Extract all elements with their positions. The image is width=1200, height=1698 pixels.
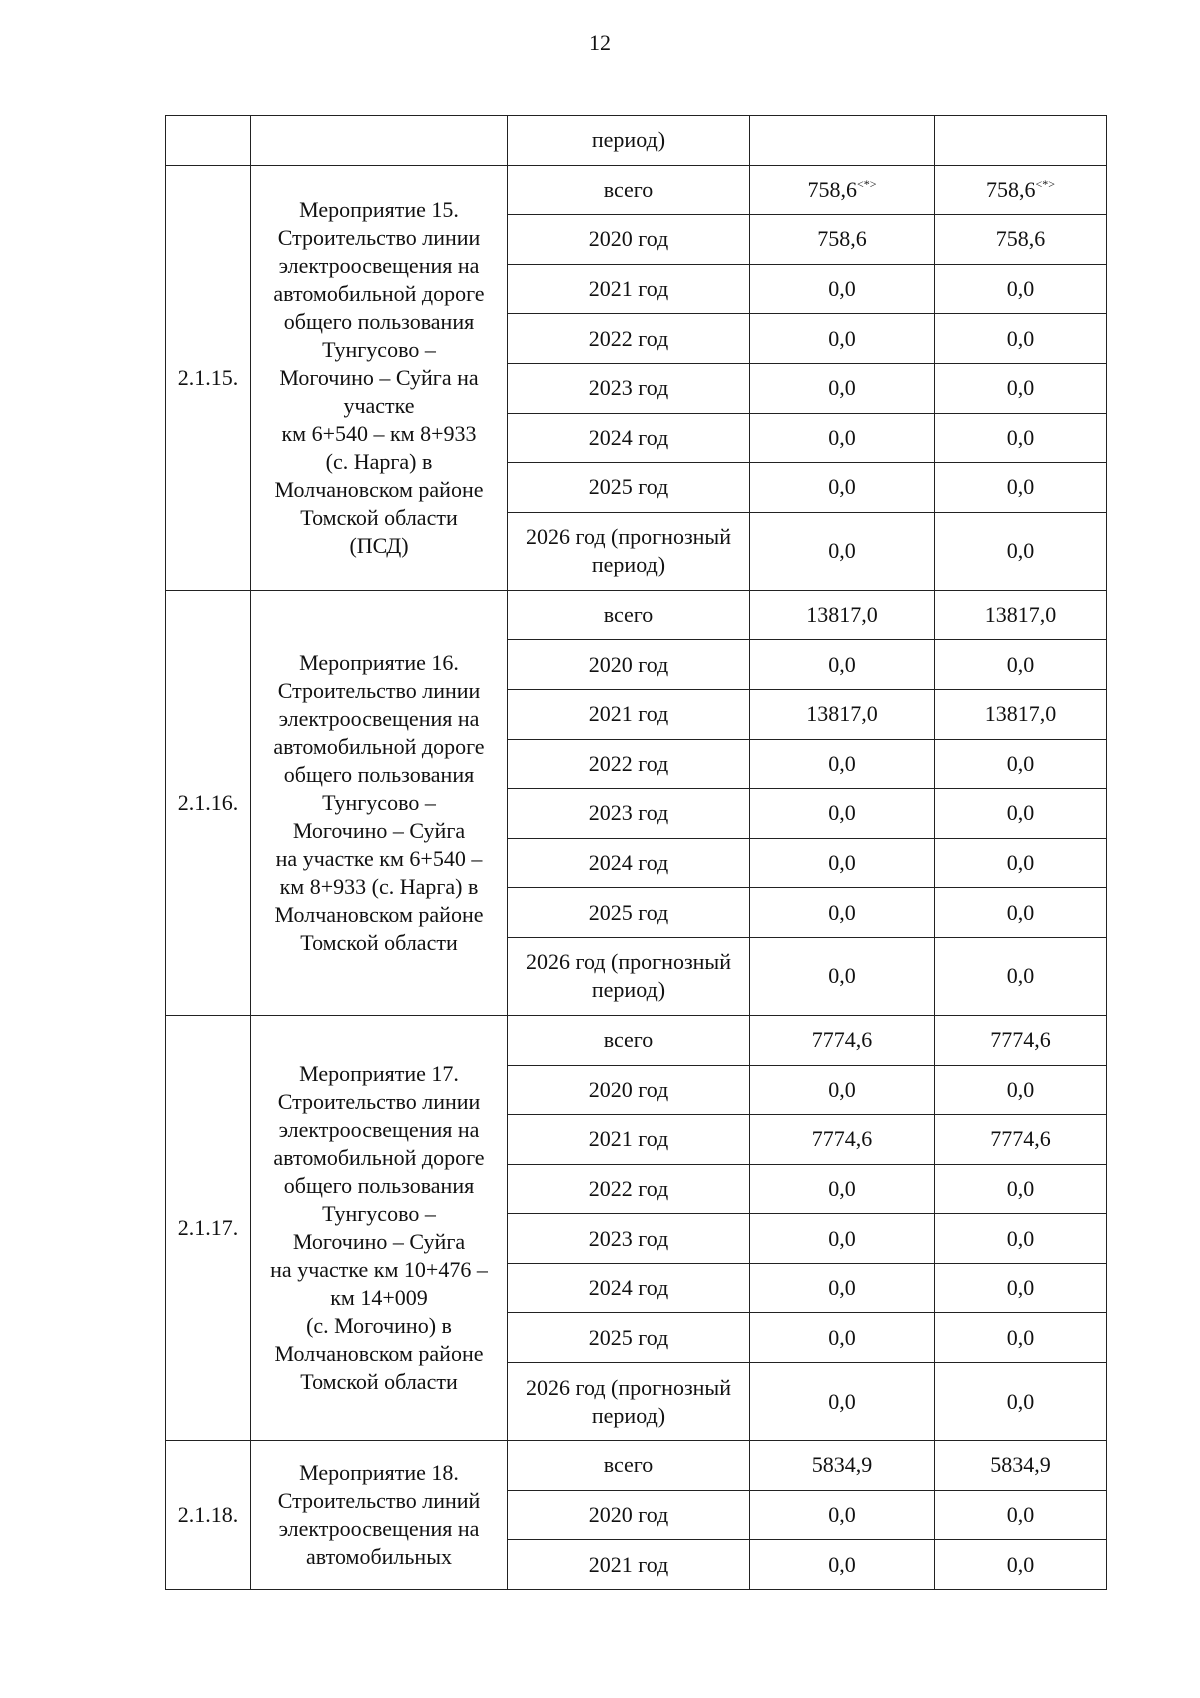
actual-value: 0,0 <box>1006 1388 1035 1414</box>
plan-value-cell <box>750 590 935 640</box>
period-cell: 2024 год <box>508 1263 750 1313</box>
actual-value-cell <box>935 1214 1107 1264</box>
actual-value: 0,0 <box>1006 1501 1035 1527</box>
plan-value-cell <box>750 116 935 166</box>
description-line: участке <box>343 392 415 418</box>
plan-value: 0,0 <box>828 1275 856 1301</box>
plan-value: 5834,9 <box>811 1452 873 1478</box>
plan-value: 0,0 <box>828 899 856 925</box>
description-line: (ПСД) <box>349 532 409 558</box>
description-line: км 8+933 (с. Нарга) в <box>279 873 479 899</box>
actual-value-cell <box>935 363 1107 413</box>
period-cell: всего <box>508 165 750 215</box>
period-cell <box>508 512 750 590</box>
period-cell: 2024 год <box>508 838 750 888</box>
description-line: общего пользования <box>283 1172 475 1198</box>
plan-value: 0,0 <box>828 474 856 500</box>
description-line: Мероприятие 15. <box>299 196 459 222</box>
measure-description <box>251 1441 508 1590</box>
description-line: Молчановском районе <box>274 901 484 927</box>
plan-value: 7774,6 <box>811 1126 873 1152</box>
plan-value-cell <box>750 363 935 413</box>
description-line: (с. Нарга) в <box>325 448 433 474</box>
description-line: Строительство линии <box>277 224 481 250</box>
description-line: на участке км 6+540 – <box>275 845 483 871</box>
actual-value-cell <box>935 590 1107 640</box>
actual-value: 0,0 <box>1006 850 1035 876</box>
actual-value: 0,0 <box>1006 424 1035 450</box>
period-cell: 2020 год <box>508 640 750 690</box>
measure-description <box>251 1015 508 1440</box>
description-line: Могочино – Суйга на <box>279 364 479 390</box>
plan-value-cell <box>750 937 935 1015</box>
description-line: Строительство линии <box>277 1088 481 1114</box>
period-cell: период) <box>508 116 750 166</box>
plan-value: 0,0 <box>828 1324 856 1350</box>
actual-value-cell <box>935 838 1107 888</box>
plan-value-cell <box>750 1115 935 1165</box>
plan-value-cell <box>750 1490 935 1540</box>
period-cell: 2022 год <box>508 739 750 789</box>
plan-value-cell <box>750 413 935 463</box>
description-line: Мероприятие 17. <box>299 1060 459 1086</box>
period-line: 2026 год (прогнозный <box>526 949 731 975</box>
period-cell: всего <box>508 590 750 640</box>
description-line: электроосвещения на <box>278 1515 480 1541</box>
actual-value-cell <box>935 1363 1107 1441</box>
actual-value: 0,0 <box>1006 1225 1035 1251</box>
description-line: Томской области <box>300 1368 458 1394</box>
measure-code: 2.1.16. <box>166 590 251 1015</box>
period-line: 2026 год (прогнозный <box>526 1374 731 1400</box>
plan-value: 0,0 <box>828 651 856 677</box>
continuation-row <box>166 116 1107 166</box>
period-cell: 2025 год <box>508 888 750 938</box>
actual-value: 7774,6 <box>990 1126 1051 1152</box>
period-cell: всего <box>508 1015 750 1065</box>
period-line: период) <box>591 552 666 578</box>
period-cell: 2022 год <box>508 314 750 364</box>
period-cell: 2021 год <box>508 1115 750 1165</box>
description-line: общего пользования <box>283 308 475 334</box>
description-line: автомобильной дороге <box>273 733 485 759</box>
actual-value: 7774,6 <box>990 1027 1051 1053</box>
description-line: Тунгусово – <box>322 789 436 815</box>
description-line: Мероприятие 16. <box>299 649 459 675</box>
plan-value: 758,6 <box>807 176 857 202</box>
plan-value-cell <box>750 1015 935 1065</box>
actual-value-cell <box>935 1441 1107 1491</box>
actual-value-cell <box>935 739 1107 789</box>
plan-value: 0,0 <box>828 1175 856 1201</box>
page-number: 12 <box>589 30 611 55</box>
description-line: Молчановском районе <box>274 1340 484 1366</box>
plan-value-cell <box>750 838 935 888</box>
actual-value-cell <box>935 640 1107 690</box>
period-cell: 2023 год <box>508 789 750 839</box>
description-line: автомобильной дороге <box>273 280 485 306</box>
plan-value: 0,0 <box>828 850 856 876</box>
description-line: автомобильной дороге <box>273 1144 485 1170</box>
footnote-marker: <*> <box>1035 176 1056 191</box>
period-cell: 2023 год <box>508 1214 750 1264</box>
plan-value-cell <box>750 1540 935 1590</box>
actual-value-cell <box>935 413 1107 463</box>
table-row <box>166 1441 1107 1491</box>
period-cell: 2020 год <box>508 1490 750 1540</box>
period-cell: 2021 год <box>508 1540 750 1590</box>
description-line: Строительство линии <box>277 677 481 703</box>
description-line: Тунгусово – <box>322 1200 436 1226</box>
description-line: Молчановском районе <box>274 476 484 502</box>
period-cell <box>508 937 750 1015</box>
plan-value-cell <box>750 1263 935 1313</box>
plan-value: 0,0 <box>828 538 856 564</box>
plan-value: 13817,0 <box>806 701 878 727</box>
description-line: Томской области <box>300 929 458 955</box>
plan-value: 13817,0 <box>806 602 878 628</box>
table-body <box>166 116 1107 1590</box>
actual-value: 0,0 <box>1006 538 1035 564</box>
plan-value-cell <box>750 314 935 364</box>
plan-value-cell <box>750 463 935 513</box>
plan-value: 0,0 <box>828 1225 856 1251</box>
actual-value-cell <box>935 1115 1107 1165</box>
period-cell: 2020 год <box>508 1065 750 1115</box>
plan-value-cell <box>750 1313 935 1363</box>
description-line: км 14+009 <box>330 1284 428 1310</box>
description-line: км 6+540 – км 8+933 <box>281 420 477 446</box>
actual-value: 0,0 <box>1006 1076 1035 1102</box>
actual-value: 0,0 <box>1006 1551 1035 1577</box>
actual-value-cell <box>935 314 1107 364</box>
actual-value-cell <box>935 116 1107 166</box>
financing-table <box>165 115 1107 1590</box>
period-cell <box>508 1363 750 1441</box>
actual-value: 0,0 <box>1006 375 1035 401</box>
plan-value: 758,6 <box>817 226 867 252</box>
actual-value: 0,0 <box>1006 800 1035 826</box>
plan-value-cell <box>750 1065 935 1115</box>
actual-value-cell <box>935 1540 1107 1590</box>
actual-value: 0,0 <box>1006 1175 1035 1201</box>
period-cell: 2021 год <box>508 689 750 739</box>
actual-value-cell <box>935 165 1107 215</box>
plan-value-cell <box>750 640 935 690</box>
actual-value-cell <box>935 215 1107 265</box>
actual-value: 0,0 <box>1006 651 1035 677</box>
actual-value: 0,0 <box>1006 899 1035 925</box>
actual-value: 13817,0 <box>984 602 1057 628</box>
measure-code: 2.1.17. <box>166 1015 251 1440</box>
plan-value: 0,0 <box>828 800 856 826</box>
actual-value: 13817,0 <box>984 701 1057 727</box>
period-line: период) <box>591 1402 666 1428</box>
period-cell: 2021 год <box>508 264 750 314</box>
description-line: на участке км 10+476 – <box>270 1256 488 1282</box>
actual-value-cell <box>935 1065 1107 1115</box>
actual-value-cell <box>935 1015 1107 1065</box>
plan-value: 0,0 <box>828 375 856 401</box>
measure-description <box>251 590 508 1015</box>
actual-value: 5834,9 <box>990 1452 1051 1478</box>
plan-value: 0,0 <box>828 276 856 302</box>
plan-value: 7774,6 <box>811 1027 873 1053</box>
description-line: Тунгусово – <box>322 336 436 362</box>
actual-value-cell <box>935 1164 1107 1214</box>
description-line: Могочино – Суйга <box>292 817 466 843</box>
plan-value-cell <box>750 1164 935 1214</box>
actual-value: 0,0 <box>1006 276 1035 302</box>
plan-value: 0,0 <box>828 1551 856 1577</box>
footnote-marker: <*> <box>856 176 877 191</box>
table-row <box>166 165 1107 215</box>
plan-value: 0,0 <box>828 1388 856 1414</box>
actual-value-cell <box>935 789 1107 839</box>
plan-value: 0,0 <box>828 963 856 989</box>
actual-value-cell <box>935 264 1107 314</box>
actual-value: 758,6 <box>995 226 1046 252</box>
description-line: (с. Могочино) в <box>306 1312 452 1338</box>
plan-value-cell <box>750 1363 935 1441</box>
plan-value-cell <box>750 789 935 839</box>
actual-value-cell <box>935 888 1107 938</box>
period-line: 2026 год (прогнозный <box>526 524 731 550</box>
plan-value-cell <box>750 264 935 314</box>
actual-value: 0,0 <box>1006 325 1035 351</box>
table-row <box>166 590 1107 640</box>
plan-value: 0,0 <box>828 750 856 776</box>
actual-value-cell <box>935 1263 1107 1313</box>
measure-description <box>251 165 508 590</box>
code-cell <box>166 116 251 166</box>
plan-value: 0,0 <box>828 424 856 450</box>
actual-value: 0,0 <box>1006 750 1035 776</box>
actual-value-cell <box>935 1313 1107 1363</box>
actual-value-cell <box>935 689 1107 739</box>
measure-code: 2.1.18. <box>166 1441 251 1590</box>
plan-value-cell <box>750 689 935 739</box>
period-line: период) <box>591 977 666 1003</box>
plan-value-cell <box>750 215 935 265</box>
period-cell: 2020 год <box>508 215 750 265</box>
actual-value-cell <box>935 937 1107 1015</box>
period-cell: 2025 год <box>508 1313 750 1363</box>
period-cell: 2023 год <box>508 363 750 413</box>
actual-value-cell <box>935 1490 1107 1540</box>
plan-value: 0,0 <box>828 325 856 351</box>
actual-value-cell <box>935 463 1107 513</box>
actual-value: 0,0 <box>1006 1275 1035 1301</box>
table-row <box>166 1015 1107 1065</box>
plan-value-cell <box>750 739 935 789</box>
description-line: автомобильных <box>306 1543 452 1569</box>
plan-value-cell <box>750 1441 935 1491</box>
period-cell: всего <box>508 1441 750 1491</box>
measure-code: 2.1.15. <box>166 165 251 590</box>
actual-value: 0,0 <box>1006 963 1035 989</box>
description-line: Мероприятие 18. <box>299 1459 459 1485</box>
description-line: Строительство линий <box>277 1487 481 1513</box>
actual-value: 0,0 <box>1006 474 1035 500</box>
description-line: Могочино – Суйга <box>292 1228 466 1254</box>
plan-value-cell <box>750 888 935 938</box>
plan-value: 0,0 <box>828 1501 856 1527</box>
description-line: электроосвещения на <box>278 1116 480 1142</box>
plan-value-cell <box>750 1214 935 1264</box>
description-line: электроосвещения на <box>278 705 480 731</box>
actual-value: 0,0 <box>1006 1324 1035 1350</box>
plan-value-cell <box>750 165 935 215</box>
actual-value-cell <box>935 512 1107 590</box>
plan-value: 0,0 <box>828 1076 856 1102</box>
description-line: общего пользования <box>283 761 475 787</box>
description-line: электроосвещения на <box>278 252 480 278</box>
period-cell: 2022 год <box>508 1164 750 1214</box>
description-line: Томской области <box>300 504 458 530</box>
period-cell: 2024 год <box>508 413 750 463</box>
description-cell <box>251 116 508 166</box>
plan-value-cell <box>750 512 935 590</box>
period-cell: 2025 год <box>508 463 750 513</box>
actual-value: 758,6 <box>985 176 1036 202</box>
